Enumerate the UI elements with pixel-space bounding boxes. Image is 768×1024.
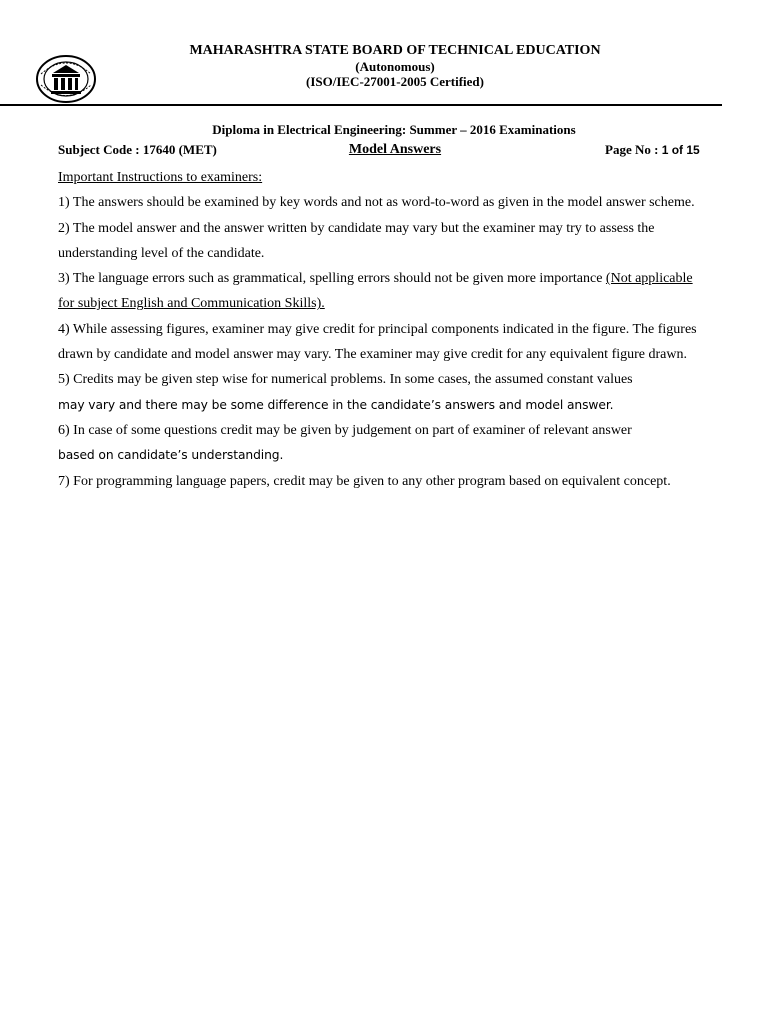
- instruction-item-3: [58, 266, 708, 317]
- board-header: [0, 43, 768, 89]
- instruction-item-5-line-2: may vary and there may be some difference in the candidate’s answers and model answer.: [58, 397, 614, 412]
- exam-title: Diploma in Electrical Engineering: Summer – 2016 Examinations: [212, 122, 576, 137]
- page-count: 1 of 15: [661, 143, 700, 157]
- board-name: MAHARASHTRA STATE BOARD OF TECHNICAL EDUCATION: [189, 43, 601, 58]
- instruction-item-4: 4) While assessing figures, examiner may give credit for principal components indicated in the figure. The figures drawn by candidate and model answer may vary. The examiner may give credit for any equivalent figure drawn.: [58, 321, 697, 363]
- instruction-item-3-text: 3) The language errors such as grammatical, spelling errors should not be given more importance: [58, 271, 606, 287]
- page-number: [605, 142, 700, 158]
- instructions-section: [58, 165, 708, 494]
- board-status: (Autonomous): [355, 59, 435, 74]
- board-certification: (ISO/IEC-27001-2005 Certified): [305, 74, 484, 89]
- instruction-item-7: 7) For programming language papers, credit may be given to any other program based on equivalent concept.: [58, 473, 671, 489]
- instruction-item-3-note: (Not applicable for subject English and Communication Skills).: [58, 271, 693, 312]
- instruction-item-5-line-1: 5) Credits may be given step wise for numerical problems. In some cases, the assumed constant values: [58, 372, 633, 388]
- instruction-item-2: 2) The model answer and the answer written by candidate may vary but the examiner may try to assess the understanding level of the candidate.: [58, 220, 655, 261]
- header-divider: [0, 104, 722, 106]
- subject-code: Subject Code : 17640 (MET): [58, 142, 217, 157]
- instruction-item-6-line-2: based on candidate’s understanding.: [58, 448, 284, 463]
- instruction-item-6: [58, 418, 708, 469]
- instruction-item-1: 1) The answers should be examined by key words and not as word-to-word as given in the model answer scheme.: [58, 195, 695, 211]
- instruction-item-6-line-1: 6) In case of some questions credit may be given by judgement on part of examiner of relevant answer: [58, 422, 632, 438]
- document-type-title: Model Answers: [348, 142, 442, 157]
- page-number-label: Page No :: [605, 142, 662, 157]
- instruction-item-5: [58, 367, 708, 418]
- instructions-heading: Important Instructions to examiners:: [58, 170, 263, 185]
